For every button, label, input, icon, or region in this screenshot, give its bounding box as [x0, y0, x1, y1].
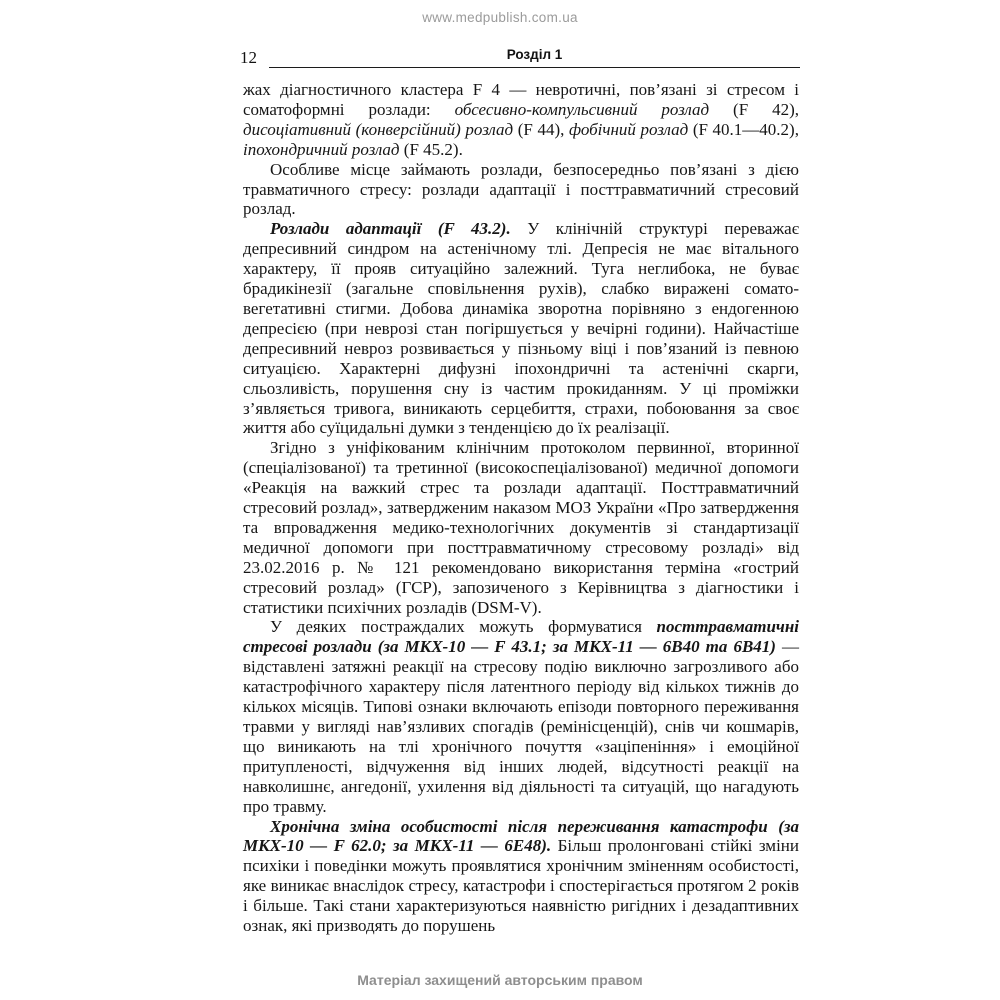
chapter-header: Розділ 1: [506, 47, 563, 62]
copyright-watermark-bottom: Матеріал захищений авторським правом: [357, 972, 643, 988]
publisher-watermark-top: www.medpublish.com.ua: [422, 10, 578, 25]
header-rule: [269, 46, 800, 68]
text-run: жах діагностичного кластера F 4 — невротичні, пов’язані зі стресом і соматоформні розлади:: [243, 80, 799, 119]
text-run: (F 40.1—40.2),: [688, 119, 799, 139]
paragraph: [243, 80, 799, 160]
paragraph: [243, 438, 799, 617]
text-run-emphasis: фобічний розлад: [568, 119, 689, 139]
paragraph: [243, 160, 799, 220]
text-run-emphasis: дисоціативний (конверсійний) розлад: [243, 119, 514, 139]
text-run: Більш пролонговані стійкі зміни психіки і поведінки можуть проявлятися хронічним зміненням особистості, яке виникає внаслідок стресу, катастрофи і спостерігається протягом 2 років і більше. Такі стани характеризуються наявністю ригідних і дезадаптивних ознак, які призводять до порушень: [243, 836, 799, 936]
text-run: (F 42),: [709, 99, 799, 119]
text-run: У клінічній структурі переважає депресивний синдром на астенічному тлі. Депресія не має вітального характеру, її прояв ситуаційно залежний. Туга неглибока, не буває брадикінезії (загальне сповільнення рухів), слабко виражені сомато-вегетативні стигми. Добова динаміка зворотна порівняно з ендогенною депресією (при неврозі стан погіршується у вечірні години). Найчастіше депресивний невроз розвивається у пізньому віці і пов’язаний із певною ситуацією. Характерні дифузні іпохондричні та астенічні скарги, сльозливість, порушення сну із частим прокиданням. У ці проміжки з’являється тривога, виникають серцебиття, страхи, побоювання за своє життя або суїцидальні думки з тенденцією до їх реалізації.: [243, 219, 799, 438]
page-number: 12: [240, 48, 257, 67]
paragraph: [243, 817, 799, 936]
text-run-emphasis: Хронічна зміна особистості після переживання катастрофи (за МКХ-10 — F 62.0; за МКХ-11 — 6E48).: [243, 816, 799, 856]
paragraph: [243, 219, 799, 438]
text-run: Згідно з уніфікованим клінічним протоколом первинної, вторинної (спеціалізованої) та третинної (високоспеціалізованої) медичної допомоги «Реакція на важкий стрес та розлади адаптації. Посттравматичний стресовий розлад», затвердженим наказом МОЗ України «Про затвердження та впровадження медико-технологічних документів зі стандартизації медичної допомоги при посттравматичному стресовому розладі» від 23.02.2016 р. № 121 рекомендовано використання терміна «гострий стресовий розлад» (ГСР), запозиченого з Керівництва з діагностики і статистики психічних розладів (DSM-V).: [243, 438, 799, 617]
text-run: (F 45.2).: [399, 139, 463, 159]
text-run-emphasis: Розлади адаптації (F 43.2).: [270, 219, 511, 239]
body-paragraphs: [243, 80, 799, 936]
text-run-emphasis: обсесивно-компульсивний розлад: [454, 99, 710, 119]
paragraph: [243, 617, 799, 816]
text-run: У деяких постраждалих можуть формуватися: [270, 617, 657, 637]
page-header: [240, 46, 800, 68]
text-run: Особливе місце займають розлади, безпосередньо пов’язані з дією травматичного стресу: розлади адаптації і посттравматичний стресовий розлад.: [243, 159, 799, 219]
text-run: (F 44),: [513, 119, 569, 139]
text-run: — відставлені затяжні реакції на стресову подію виключно загрозливого або катастрофічного характеру після латентного періоду від кількох тижнів до кількох місяців. Типові ознаки включають епізоди повторного переживання травми у вигляді нав’язливих спогадів (ремінісценцій), снів чи кошмарів, що виникають на тлі хронічного почуття «заціпеніння» і емоційної притупленості, відчуження від інших людей, відсутності реакції на навколишнє, ангедонії, ухилення від діяльності та ситуацій, що нагадують про травму.: [243, 637, 799, 816]
text-run-emphasis: іпохондричний розлад: [243, 139, 400, 159]
text-run-emphasis: посттравматичні стресові розлади (за МКХ-10 — F 43.1; за МКХ-11 — 6B40 та 6B41): [243, 617, 799, 657]
